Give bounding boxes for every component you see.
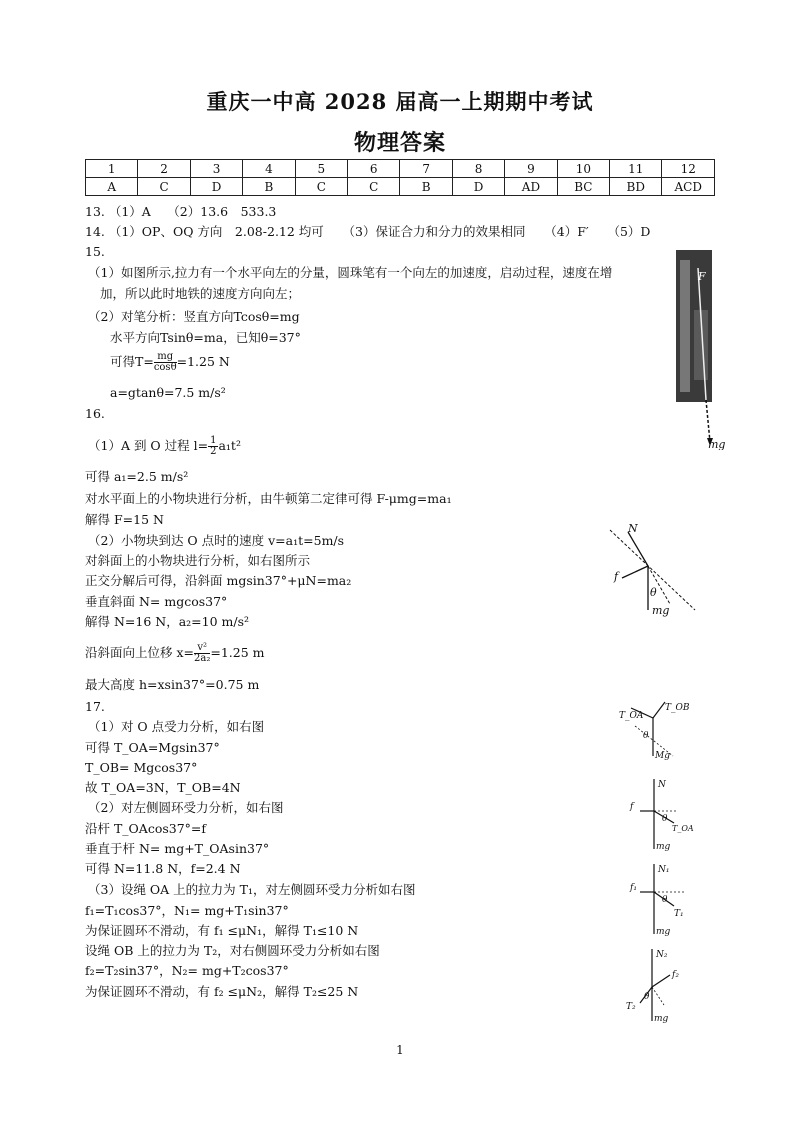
fig17d-diagram	[620, 943, 700, 1025]
q17-part2-line2: 沿杆 T_OAcos37°=f	[85, 821, 207, 836]
fig15-photo-pole	[680, 260, 690, 392]
q16-part1-line1	[88, 436, 241, 457]
fig17d-label-N2: N₂	[656, 950, 668, 960]
q15-T-denominator: cosθ	[153, 362, 177, 373]
q16-part1-line4: 解得 F=15 N	[85, 512, 164, 527]
q16-l-prefix: （1）A 到 O 过程 l=	[88, 438, 209, 453]
q14-line: 14. （1）OP、OQ 方向 2.08-2.12 均可 （3）保证合力和分力的效果相同 （4）F′ （5）D	[85, 224, 651, 239]
q17-part1-line1: （1）对 O 点受力分析，如右图	[88, 719, 265, 734]
fig16-N-arrow	[628, 532, 648, 566]
q16-part2-line1: （2）小物块到达 O 点时的速度 v=a₁t=5m/s	[88, 533, 345, 548]
answer-number-cell: 3	[190, 160, 242, 178]
fig17d-label-mg: mg	[654, 1014, 669, 1024]
fig17b-label-theta: θ	[662, 814, 668, 824]
q15-part2-line1: （2）对笔分析：竖直方向Tcosθ=mg	[88, 309, 300, 324]
answer-value-cell: D	[452, 178, 504, 196]
answer-number-cell: 12	[662, 160, 715, 178]
fig17a-label-Mg: Mg	[655, 751, 670, 761]
answer-table	[85, 159, 715, 196]
fig17d-label-theta: θ	[644, 992, 650, 1002]
q16-l-numerator: 1	[210, 435, 217, 446]
q17-part2-line1: （2）对左侧圆环受力分析，如右图	[88, 800, 284, 815]
q17-part3-line3: 为保证圆环不滑动，有 f₁ ≤μN₁，解得 T₁≤10 N	[85, 923, 359, 938]
q16-part2-line2: 对斜面上的小物块进行分析，如右图所示	[85, 553, 311, 568]
fig17a-label-TOA: T_OA	[619, 711, 644, 721]
answer-number-cell: 9	[505, 160, 557, 178]
q15-part2-line4: a=gtanθ=7.5 m/s²	[110, 385, 226, 400]
q17-part1-line3: T_OB= Mgcos37°	[85, 760, 198, 775]
fig16-label-f: f	[614, 570, 619, 583]
answer-value-cell: ACD	[662, 178, 715, 196]
q17-part3-line4: 设绳 OB 上的拉力为 T₂，对右侧圆环受力分析如右图	[85, 943, 380, 958]
fig17a-label-theta: θ	[643, 731, 649, 741]
answer-value-cell: AD	[505, 178, 557, 196]
q17-part1-line4: 故 T_OA=3N，T_OB=4N	[85, 780, 241, 795]
page-number: 1	[396, 1043, 404, 1057]
fig17b-diagram	[620, 773, 700, 853]
answer-number-cell: 6	[348, 160, 400, 178]
q15-part1-line1: （1）如图所示,拉力有一个水平向左的分量，圆珠笔有一个向左的加速度，启动过程，速度在增	[88, 265, 613, 280]
q16-part2-line6	[85, 643, 264, 664]
q16-x-prefix: 沿斜面向上位移 x=	[85, 645, 194, 660]
q16-l-denominator: 2	[210, 446, 217, 457]
q16-part2-line3: 正交分解后可得，沿斜面 mgsin37°+μN=ma₂	[85, 573, 352, 588]
answer-number-cell: 2	[138, 160, 190, 178]
q15-T-result: =1.25 N	[176, 354, 230, 369]
q15-T-fraction	[154, 352, 177, 373]
fig17a-label-TOB: T_OB	[665, 703, 690, 713]
fig17d-f2-arrow	[652, 975, 670, 987]
fig17b-label-N: N	[658, 780, 666, 790]
q15-T-numerator: mg	[154, 352, 177, 363]
answer-value-cell: C	[348, 178, 400, 196]
fig16-f-arrow	[622, 566, 648, 578]
fig17c-diagram	[620, 858, 700, 938]
fig17c-label-mg: mg	[656, 927, 671, 937]
q17-part3-line2: f₁=T₁cos37°，N₁= mg+T₁sin37°	[85, 903, 289, 918]
fig17c-label-f1: f₁	[630, 883, 637, 893]
fig17a-TOB-arrow	[653, 702, 665, 718]
q17-part1-line2: 可得 T_OA=Mgsin37°	[85, 740, 220, 755]
q16-heading: 16.	[85, 406, 105, 421]
q16-x-numerator: v²	[194, 643, 210, 654]
answer-number-cell: 7	[400, 160, 452, 178]
answer-number-cell: 5	[295, 160, 347, 178]
fig17b-label-TOA: T_OA	[672, 824, 694, 833]
answer-value-cell: C	[138, 178, 190, 196]
fig17d-dashed	[652, 987, 664, 1005]
q16-part2-line5: 解得 N=16 N，a₂=10 m/s²	[85, 614, 250, 629]
answer-value-cell: D	[190, 178, 242, 196]
answer-value-cell: BD	[610, 178, 662, 196]
fig17c-label-theta: θ	[662, 895, 668, 905]
fig17d-label-f2: f₂	[672, 970, 679, 980]
q17-part2-line3: 垂直于杆 N= mg+T_OAsin37°	[85, 841, 270, 856]
q16-part2-line4: 垂直斜面 N= mgcos37°	[85, 594, 228, 609]
fig17c-label-N1: N₁	[658, 865, 670, 875]
q17-heading: 17.	[85, 699, 105, 714]
page-title: 重庆一中高 2028 届高一上期期中考试	[206, 89, 594, 114]
answer-value-cell: A	[86, 178, 138, 196]
q16-l-suffix: a₁t²	[218, 438, 241, 453]
q16-x-denominator: 2a₂	[194, 653, 211, 664]
q16-part2-line7: 最大高度 h=xsin37°=0.75 m	[85, 677, 260, 692]
answer-value-cell: B	[243, 178, 295, 196]
answer-number-cell: 4	[243, 160, 295, 178]
answer-table-answer-row	[86, 178, 715, 196]
q13-line: 13. （1）A （2）13.6 533.3	[85, 204, 277, 219]
fig16-diagram	[600, 520, 710, 620]
q16-x-fraction	[194, 643, 210, 664]
answer-number-cell: 10	[557, 160, 609, 178]
fig16-label-theta: θ	[650, 586, 657, 599]
answer-number-cell: 11	[610, 160, 662, 178]
page-subtitle: 物理答案	[353, 130, 446, 156]
q15-part2-line3	[110, 352, 230, 373]
q15-T-prefix: 可得T=	[110, 354, 154, 369]
fig17b-label-mg: mg	[656, 842, 671, 852]
q16-part1-line3: 对水平面上的小物块进行分析，由牛顿第二定律可得 F-μmg=ma₁	[85, 491, 452, 506]
answer-table-number-row	[86, 160, 715, 178]
q17-part3-line1: （3）设绳 OA 上的拉力为 T₁，对左侧圆环受力分析如右图	[88, 882, 416, 897]
q15-part1-line2: 加，所以此时地铁的速度方向向左；	[100, 286, 301, 301]
q17-part3-line6: 为保证圆环不滑动，有 f₂ ≤μN₂，解得 T₂≤25 N	[85, 984, 359, 999]
q16-l-fraction	[208, 436, 218, 457]
fig17c-label-T1: T₁	[674, 909, 684, 919]
answer-number-cell: 1	[86, 160, 138, 178]
q15-part2-line2: 水平方向Tsinθ=ma，已知θ=37°	[110, 330, 301, 345]
answer-value-cell: BC	[557, 178, 609, 196]
fig15-label-mg: mg	[708, 438, 726, 450]
answer-value-cell: C	[295, 178, 347, 196]
answer-number-cell: 8	[452, 160, 504, 178]
answer-value-cell: B	[400, 178, 452, 196]
q16-x-result: =1.25 m	[210, 645, 265, 660]
q15-heading: 15.	[85, 244, 105, 259]
fig17a-diagram	[615, 696, 695, 766]
q17-part3-line5: f₂=T₂sin37°，N₂= mg+T₂cos37°	[85, 963, 289, 978]
fig17b-label-f: f	[630, 802, 634, 812]
fig17d-label-T2: T₂	[626, 1002, 636, 1012]
q17-part2-line4: 可得 N=11.8 N，f=2.4 N	[85, 861, 241, 876]
fig16-label-mg: mg	[652, 604, 670, 617]
fig15-mg-arrow	[706, 400, 710, 442]
fig16-label-N: N	[628, 522, 638, 535]
q16-part1-line2: 可得 a₁=2.5 m/s²	[85, 469, 189, 484]
fig15-label-F: F	[698, 270, 706, 283]
fig15-photo	[676, 250, 726, 450]
